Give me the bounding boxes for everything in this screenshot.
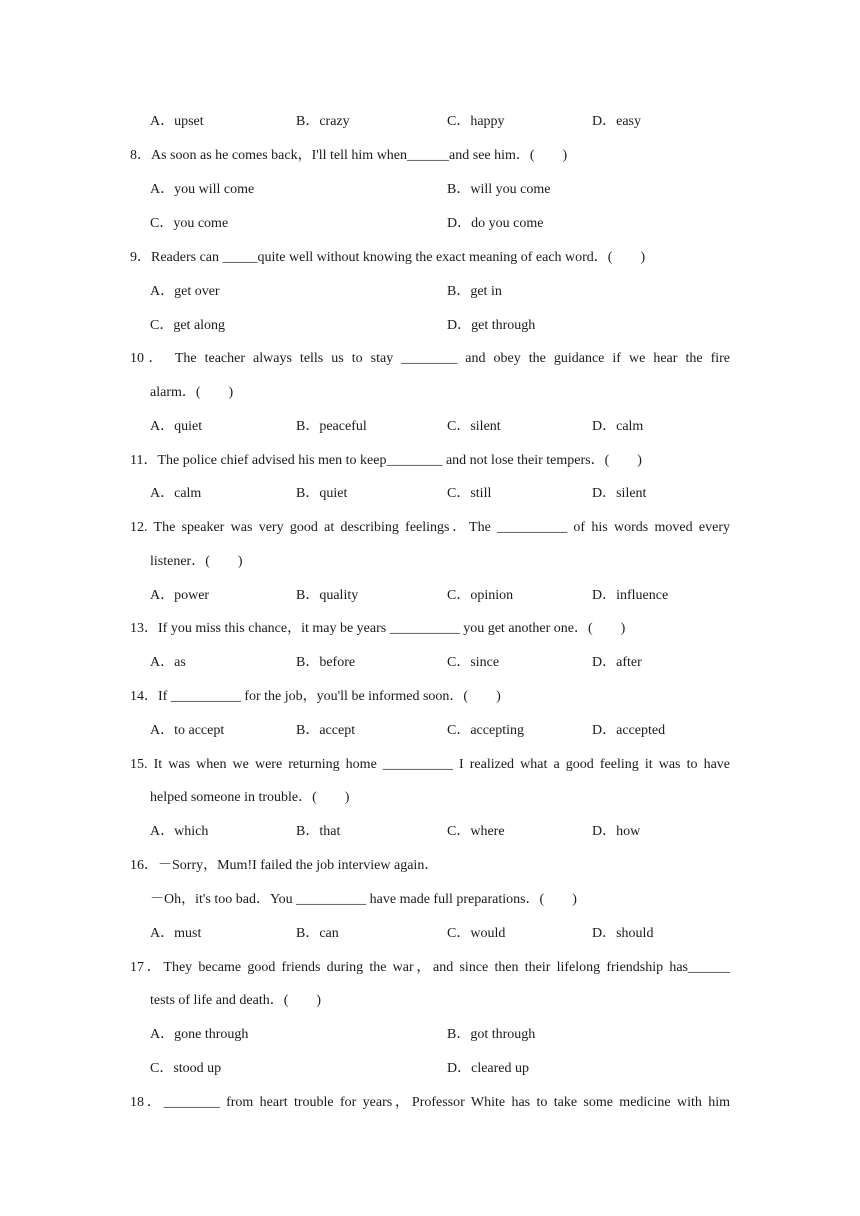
q9-option-a: A．get over [150,284,220,299]
q9-option-c: C．get along [150,318,226,333]
q11-option-a: A．calm [150,486,202,501]
q14-option-c: C．accepting [447,723,524,738]
q8-stem: 8．As soon as he comes back，I'll tell him when______and see him．( ) [130,148,568,163]
q17-option-c: C．stood up [150,1061,222,1076]
q9-option-d: D．get through [447,318,536,333]
q9-stem: 9．Readers can _____quite well without knowing the exact meaning of each word．( ) [130,250,646,265]
q8-option-c: C．you come [150,216,229,231]
q7-option-a: A．upset [150,114,204,129]
q15-option-b: B．that [296,824,341,839]
q12-option-b: B．quality [296,588,359,603]
q11-option-c: C．still [447,486,492,501]
q8-option-a: A．you will come [150,182,255,197]
q15-option-d: D．how [592,824,641,839]
q13-option-c: C．since [447,655,500,670]
q7-option-d: D．easy [592,114,641,129]
q16-option-b: B．can [296,926,339,941]
q10-option-d: D．calm [592,419,644,434]
q11-option-b: B．quiet [296,486,348,501]
q7-option-b: B．crazy [296,114,350,129]
q8-option-b: B．will you come [447,182,551,197]
q16-stem-continued: －Oh，it's too bad．You __________ have made full preparations．( ) [150,892,577,907]
q15-option-a: A．which [150,824,209,839]
q12-stem-continued: listener．( ) [150,554,243,569]
q12-stem: 12. The speaker was very good at describing feelings．The __________ of his words moved every [130,520,730,535]
q10-option-c: C．silent [447,419,501,434]
q12-option-a: A．power [150,588,210,603]
q14-option-a: A．to accept [150,723,225,738]
q15-stem: 15. It was when we were returning home __________ I realized what a good feeling it was to have [130,757,730,772]
q11-option-d: D．silent [592,486,647,501]
q10-stem: 10． The teacher always tells us to stay ________ and obey the guidance if we hear the fire [130,351,730,366]
q10-option-b: B．peaceful [296,419,367,434]
q10-option-a: A．quiet [150,419,203,434]
q17-stem: 17．They became good friends during the war，and since then their lifelong friendship has______ [130,960,730,975]
q17-stem-continued: tests of life and death．( ) [150,993,322,1008]
q12-option-c: C．opinion [447,588,514,603]
q17-option-a: A．gone through [150,1027,249,1042]
q13-option-b: B．before [296,655,356,670]
q14-stem: 14．If __________ for the job，you'll be informed soon．( ) [130,689,501,704]
q12-option-d: D．influence [592,588,669,603]
q14-option-b: B．accept [296,723,356,738]
q8-option-d: D．do you come [447,216,544,231]
q17-option-b: B．got through [447,1027,536,1042]
q15-option-c: C．where [447,824,505,839]
q16-option-a: A．must [150,926,202,941]
q13-option-a: A．as [150,655,186,670]
q17-option-d: D．cleared up [447,1061,530,1076]
q11-stem: 11．The police chief advised his men to keep________ and not lose their tempers．( ) [130,453,642,468]
q9-option-b: B．get in [447,284,502,299]
q15-stem-continued: helped someone in trouble．( ) [150,790,350,805]
q13-stem: 13．If you miss this chance，it may be years __________ you get another one．( ) [130,621,626,636]
q16-stem: 16．－Sorry，Mum!I failed the job interview again． [130,858,439,873]
q18-stem: 18．________ from heart trouble for years，Professor White has to take some medicine with him [130,1095,730,1110]
q13-option-d: D．after [592,655,642,670]
q7-option-c: C．happy [447,114,505,129]
q16-option-d: D．should [592,926,654,941]
q10-stem-continued: alarm．( ) [150,385,234,400]
q14-option-d: D．accepted [592,723,666,738]
q16-option-c: C．would [447,926,506,941]
